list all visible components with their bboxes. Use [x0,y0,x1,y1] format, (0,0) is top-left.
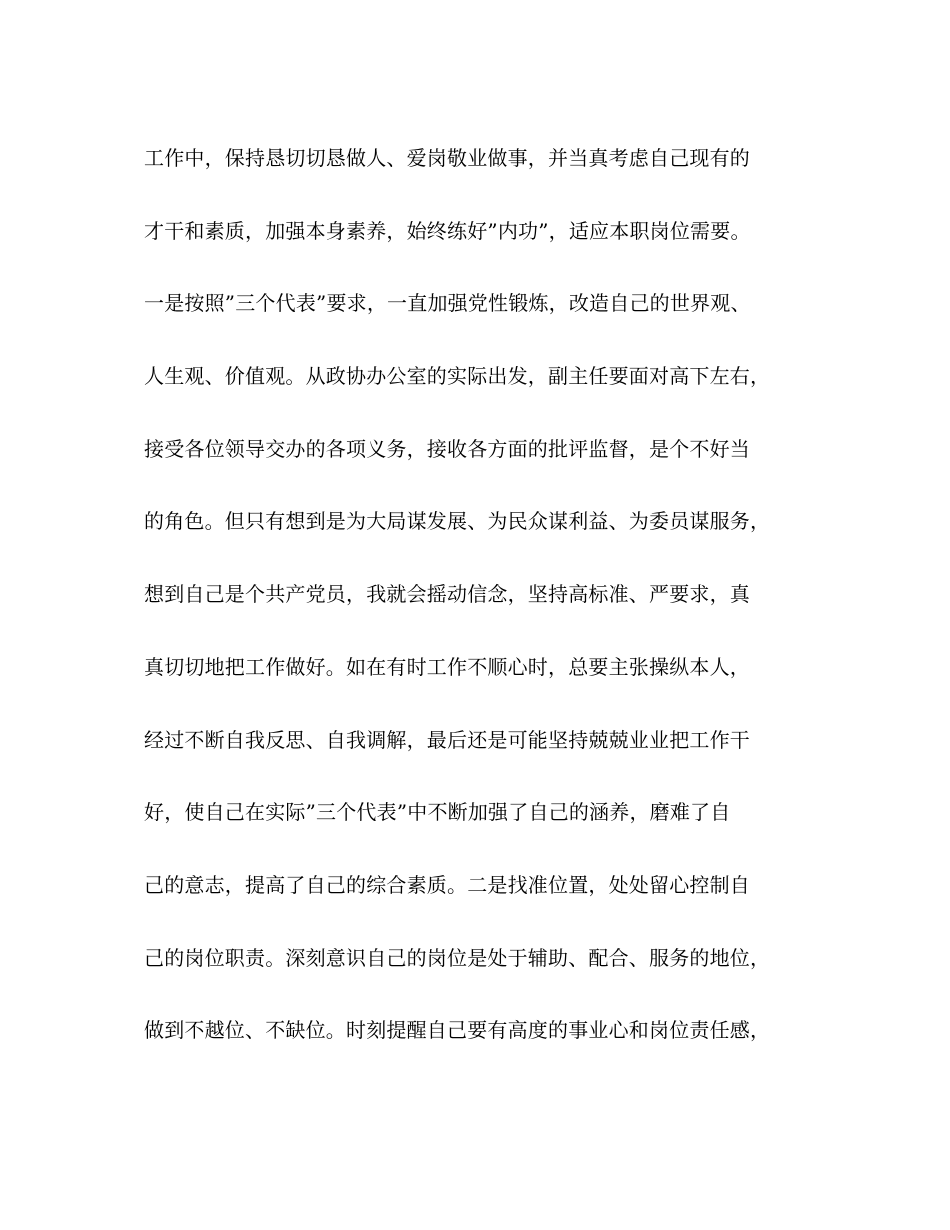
text-line: 接受各位领导交办的各项义务，接收各方面的批评监督，是个不好当 [144,436,750,461]
text-line: 想到自己是个共产党员，我就会摇动信念，坚持高标准、严要求，真 [144,582,750,607]
text-line: 的角色。但只有想到是为大局谋发展、为民众谋利益、为委员谋服务， [144,509,771,534]
text-line: 才干和素质，加强本身素养，始终练好”内功”，适应本职岗位需要。 [144,218,751,243]
text-line: 人生观、价值观。从政协办公室的实际出发，副主任要面对高下左右， [144,364,771,389]
text-line: 真切切地把工作做好。如在有时工作不顺心时，总要主张操纵本人， [144,654,750,679]
text-line: 己的岗位职责。深刻意识自己的岗位是处于辅助、配合、服务的地位， [144,945,771,970]
text-line: 一是按照”三个代表”要求，一直加强党性锻炼，改造自己的世界观、 [144,291,751,316]
text-line: 做到不越位、不缺位。时刻提醒自己要有高度的事业心和岗位责任感， [144,1018,771,1043]
text-line: 工作中，保持恳切切恳做人、爱岗敬业做事，并当真考虑自己现有的 [144,146,750,170]
text-line: 好，使自己在实际”三个代表”中不断加强了自己的涵养，磨难了自 [144,800,731,825]
text-line: 经过不断自我反思、自我调解，最后还是可能坚持兢兢业业把工作干 [144,727,750,752]
body-text [144,140,844,1085]
text-line: 己的意志，提高了自己的综合素质。二是找准位置，处处留心控制自 [144,872,750,897]
